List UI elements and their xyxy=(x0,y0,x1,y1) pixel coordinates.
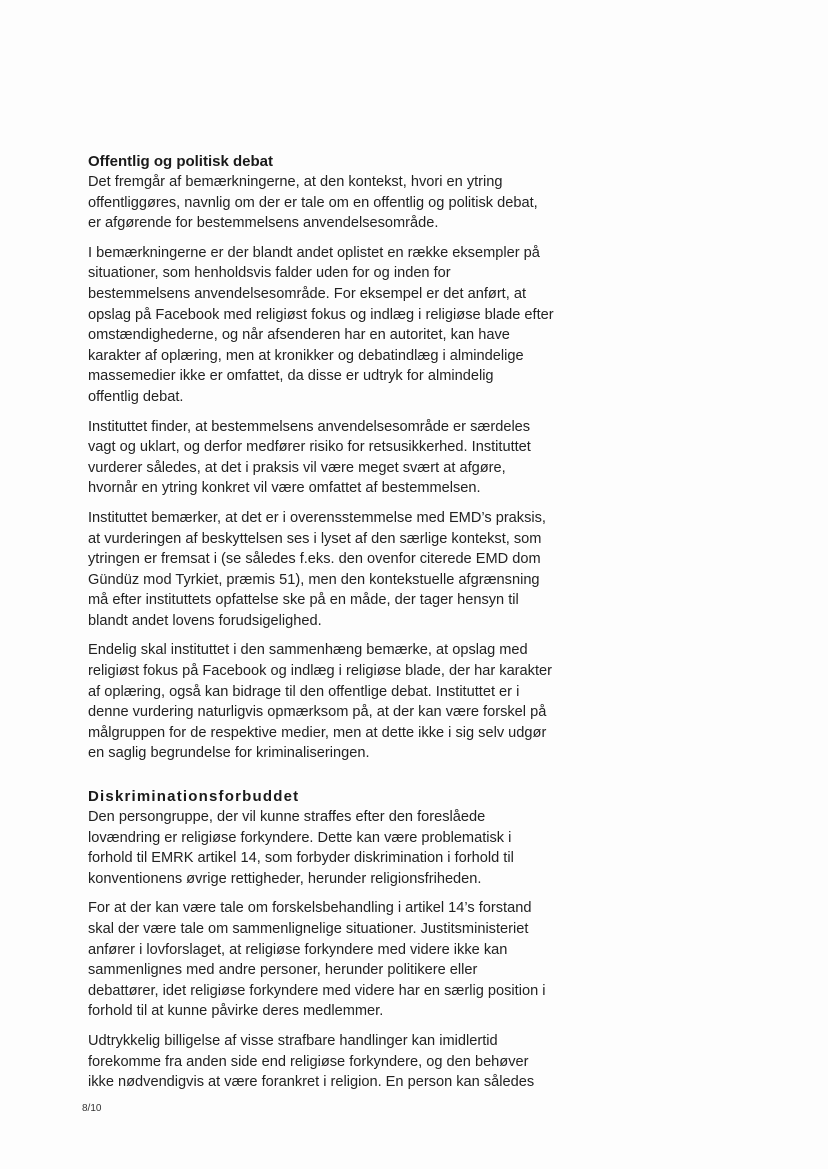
paragraph: Instituttet finder, at bestemmelsens anvendelsesområde er særdeles vagt og uklart, og derfor medfører risiko for retsusikkerhed. Instituttet vurderer således, at det i praksis vil være meget svært at afgøre, hvornår en ytring konkret vil være omfattet af bestemmelsen. xyxy=(88,418,531,497)
paragraph: Det fremgår af bemærkningerne, at den kontekst, hvori en ytring offentliggøres, navnlig om der er tale om en offentlig og politisk debat, er afgørende for bestemmelsens anvendelsesområde. xyxy=(88,174,538,232)
section-spacer xyxy=(88,773,588,787)
paragraph: Instituttet bemærker, at det er i overensstemmelse med EMD’s praksis, at vurderingen af beskyttelsen ses i lyset af den særlige kontekst, som ytringen er fremsat i (se således f.eks. den ovenfor citerede EMD dom Gündüz mod Tyrkiet, præmis 51), men den kontekstuelle afgrænsning må efter instituttets opfattelse ske på en måde, der tager hensyn til blandt andet lovens forudsigelighed. xyxy=(88,509,546,629)
paragraph: Den persongruppe, der vil kunne straffes efter den foreslåede lovændring er religiøse forkyndere. Dette kan være problematisk i forhold til EMRK artikel 14, som forbyder diskrimination i forhold til konventionens øvrige rettigheder, herunder religionsfriheden. xyxy=(88,809,514,887)
page-number: 8/10 xyxy=(82,1103,102,1114)
paragraph: Udtrykkelig billigelse af visse strafbare handlinger kan imidlertid forekomme fra anden side end religiøse forkyndere, og den behøver ikke nødvendigvis at være forankret i religion. En person kan således xyxy=(88,1032,535,1091)
section-heading-discrimination: Diskriminationsforbuddet xyxy=(88,788,300,806)
section-heading-public-debate: Offentlig og politisk debat xyxy=(88,153,273,170)
paragraph: Endelig skal instituttet i den sammenhæng bemærke, at opslag med religiøst fokus på Facebook og indlæg i religiøse blade, der har karakter af oplæring, også kan bidrage til den offentlige debat. Instituttet er i denne vurdering naturligvis opmærksom på, at der kan være forskel på målgruppen for de respektive medier, men at dette ikke i sig selv udgør en saglig begrundelse for kriminaliseringen. xyxy=(88,642,552,762)
document-body xyxy=(88,152,588,1102)
paragraph: For at der kan være tale om forskelsbehandling i artikel 14’s forstand skal der være tale om sammenlignelige situationer. Justitsministeriet anfører i lovforslaget, at religiøse forkyndere med videre ikke kan sammenlignes med andre personer, herunder politikere eller debattører, idet religiøse forkyndere med videre har en særlig position i forhold til at kunne påvirke deres medlemmer. xyxy=(88,900,546,1020)
paragraph: I bemærkningerne er der blandt andet oplistet en række eksempler på situationer, som henholdsvis falder uden for og inden for bestemmelsens anvendelsesområde. For eksempel er det anført, at opslag på Facebook med religiøst fokus og indlæg i religiøse blade efter omstændighederne, og når afsenderen har en autoritet, kan have karakter af oplæring, men at kronikker og debatindlæg i almindelige massemedier ikke er omfattet, da disse er udtryk for almindelig offentlig debat. xyxy=(88,244,554,405)
